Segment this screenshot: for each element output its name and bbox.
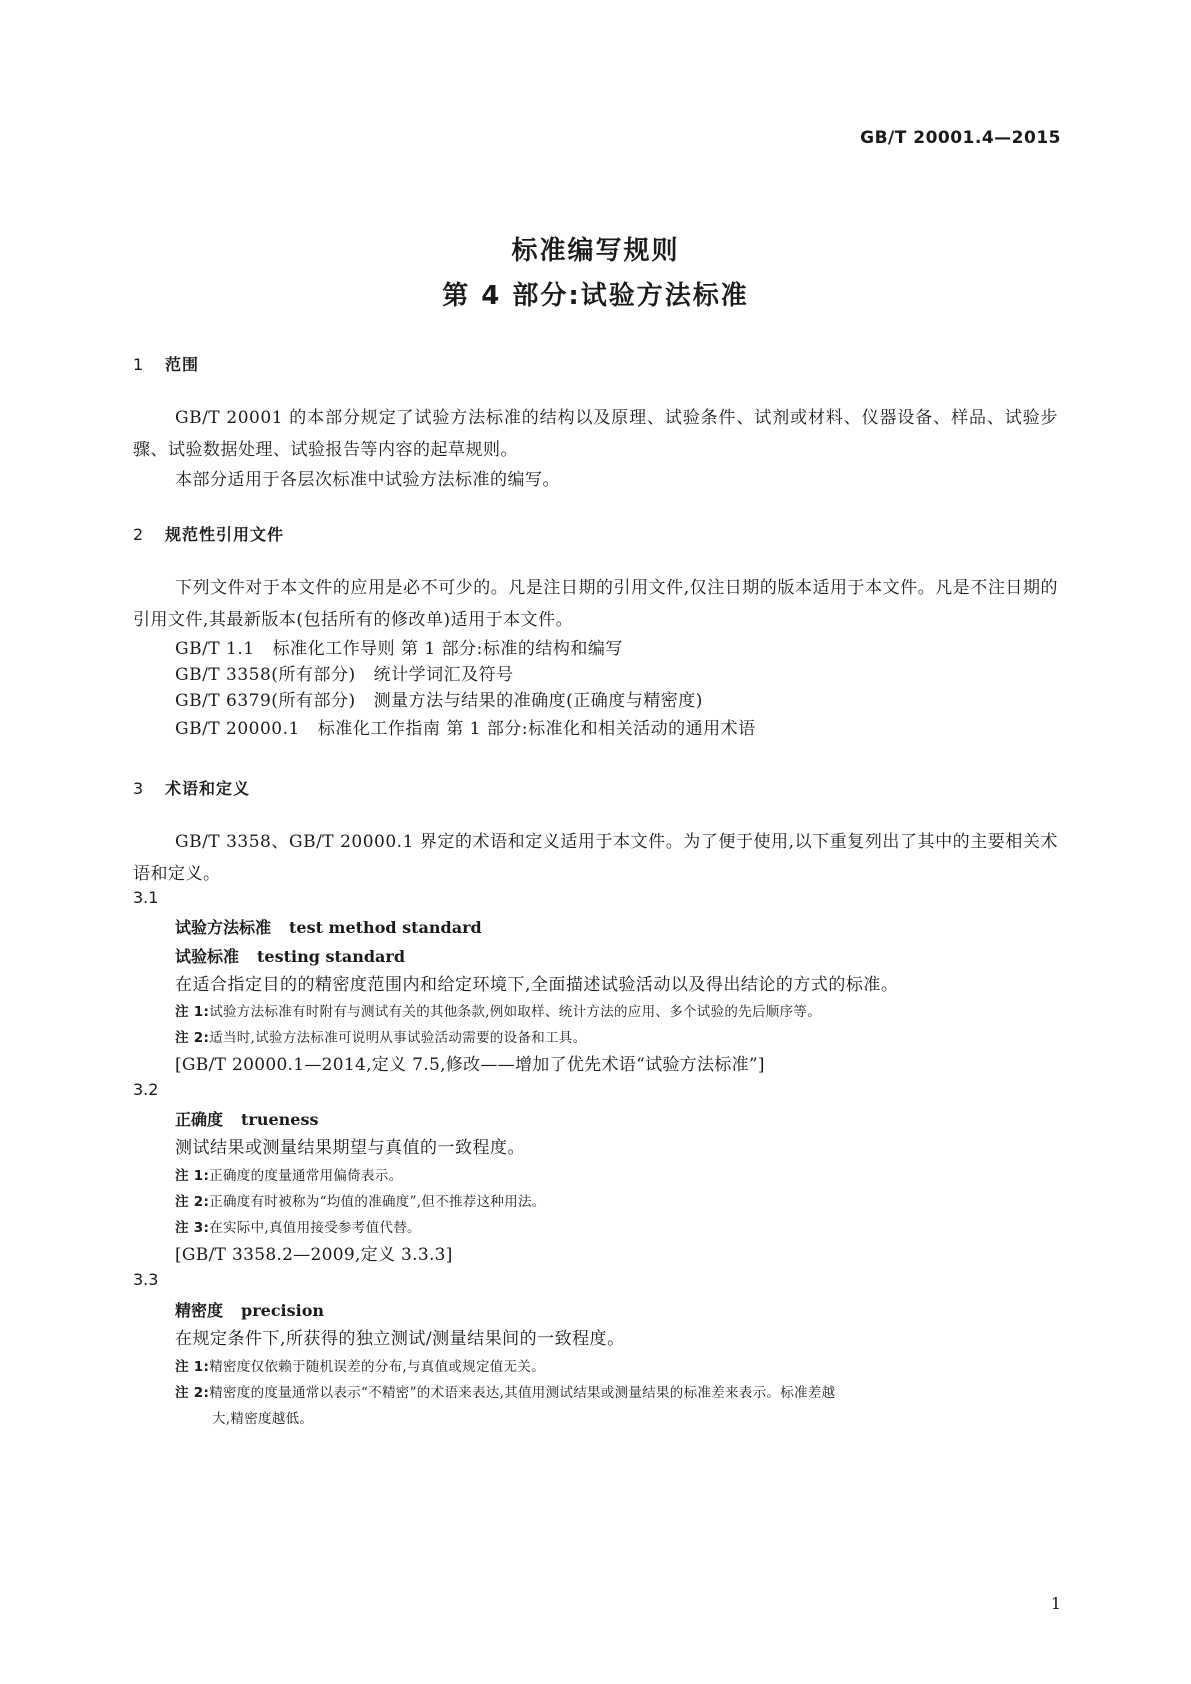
term-note (175, 1026, 586, 1046)
note-text: 精密度的度量通常以表示“不精密”的术语来表达,其值用测试结果或测量结果的标准差来表示。标准差越 (209, 1385, 836, 1401)
term-number: 3.3 (133, 1270, 159, 1289)
note-label: 注 1: (175, 1359, 210, 1375)
term-zh: 正确度 (175, 1110, 224, 1129)
term-note (175, 1381, 835, 1401)
term-note (175, 1190, 546, 1210)
term-zh: 精密度 (175, 1301, 224, 1320)
reference-title: 测量方法与结果的准确度(正确度与精密度) (373, 691, 703, 711)
term-source: [GB/T 20000.1—2014,定义 7.5,修改——增加了优先术语“试验方法标准”] (175, 1055, 765, 1075)
term-en: testing standard (257, 947, 406, 966)
reference-item (175, 660, 514, 685)
term-preferred (175, 915, 482, 938)
term-note (175, 1000, 821, 1020)
term-definition: 测试结果或测量结果期望与真值的一致程度。 (175, 1138, 525, 1158)
term-source: [GB/T 3358.2—2009,定义 3.3.3] (175, 1245, 453, 1265)
document-title-line2: 第 4 部分:试验方法标准 (442, 281, 749, 311)
reference-title: 统计学词汇及符号 (373, 665, 514, 685)
term-note (175, 1164, 402, 1184)
reference-item (175, 634, 623, 659)
term-number: 3.2 (133, 1080, 159, 1099)
standard-number: GB/T 20001.4—2015 (860, 128, 1061, 148)
term-zh: 试验方法标准 (175, 918, 272, 937)
reference-item (175, 714, 756, 739)
note-text: 精密度仅依赖于随机误差的分布,与真值或规定值无关。 (209, 1359, 545, 1375)
section-number: 3 (133, 779, 145, 798)
note-label: 注 1: (175, 1004, 210, 1020)
section-title: 术语和定义 (165, 779, 251, 798)
reference-code: GB/T 3358(所有部分) (175, 665, 356, 685)
term-note-continuation: 大,精密度越低。 (212, 1411, 314, 1427)
term-number: 3.1 (133, 888, 159, 907)
term-en: test method standard (289, 918, 482, 937)
section-heading-scope (133, 352, 199, 375)
note-label: 注 2: (175, 1030, 210, 1046)
note-text: 在实际中,真值用接受参考值代替。 (209, 1220, 421, 1236)
note-label: 注 3: (175, 1220, 210, 1236)
page-number: 1 (1050, 1594, 1061, 1613)
section-title: 范围 (165, 355, 200, 374)
note-label: 注 2: (175, 1385, 210, 1401)
section-heading-normative-references (133, 522, 284, 545)
reference-code: GB/T 20000.1 (175, 719, 300, 739)
note-text: 适当时,试验方法标准可说明从事试验活动需要的设备和工具。 (209, 1030, 587, 1046)
term-preferred (175, 1107, 318, 1130)
note-text: 试验方法标准有时附有与测试有关的其他条款,例如取样、统计方法的应用、多个试验的先后顺序等。 (209, 1004, 821, 1020)
scope-paragraph-1: GB/T 20001 的本部分规定了试验方法标准的结构以及原理、试验条件、试剂或材料、仪器设备、样品、试验步骤、试验数据处理、试验报告等内容的起草规则。 (133, 408, 1058, 460)
section-number: 2 (133, 525, 145, 544)
scope-paragraph-2: 本部分适用于各层次标准中试验方法标准的编写。 (175, 470, 560, 490)
term-en: trueness (241, 1110, 319, 1129)
term-en: precision (241, 1301, 325, 1320)
reference-title: 标准化工作指南 第 1 部分:标准化和相关活动的通用术语 (317, 719, 756, 739)
reference-code: GB/T 1.1 (175, 639, 255, 659)
note-label: 注 2: (175, 1194, 210, 1210)
reference-code: GB/T 6379(所有部分) (175, 691, 356, 711)
term-admitted (175, 944, 405, 967)
section-title: 规范性引用文件 (165, 525, 285, 544)
term-zh: 试验标准 (175, 947, 240, 966)
references-intro-paragraph: 下列文件对于本文件的应用是必不可少的。凡是注日期的引用文件,仅注日期的版本适用于本文件。凡是不注日期的引用文件,其最新版本(包括所有的修改单)适用于本文件。 (133, 578, 1058, 630)
term-note (175, 1216, 421, 1236)
term-definition: 在规定条件下,所获得的独立测试/测量结果间的一致程度。 (175, 1329, 625, 1349)
terms-intro-paragraph: GB/T 3358、GB/T 20000.1 界定的术语和定义适用于本文件。为了便于使用,以下重复列出了其中的主要相关术语和定义。 (133, 832, 1058, 884)
term-preferred (175, 1298, 324, 1321)
note-text: 正确度有时被称为“均值的准确度”,但不推荐这种用法。 (209, 1194, 546, 1210)
term-note (175, 1355, 545, 1375)
note-label: 注 1: (175, 1168, 210, 1184)
term-definition: 在适合指定目的的精密度范围内和给定环境下,全面描述试验活动以及得出结论的方式的标准。 (175, 975, 899, 995)
section-number: 1 (133, 355, 145, 374)
document-title-line1: 标准编写规则 (511, 236, 680, 266)
reference-item (175, 686, 703, 711)
note-text: 正确度的度量通常用偏倚表示。 (209, 1168, 403, 1184)
reference-title: 标准化工作导则 第 1 部分:标准的结构和编写 (272, 639, 623, 659)
section-heading-terms (133, 776, 250, 799)
